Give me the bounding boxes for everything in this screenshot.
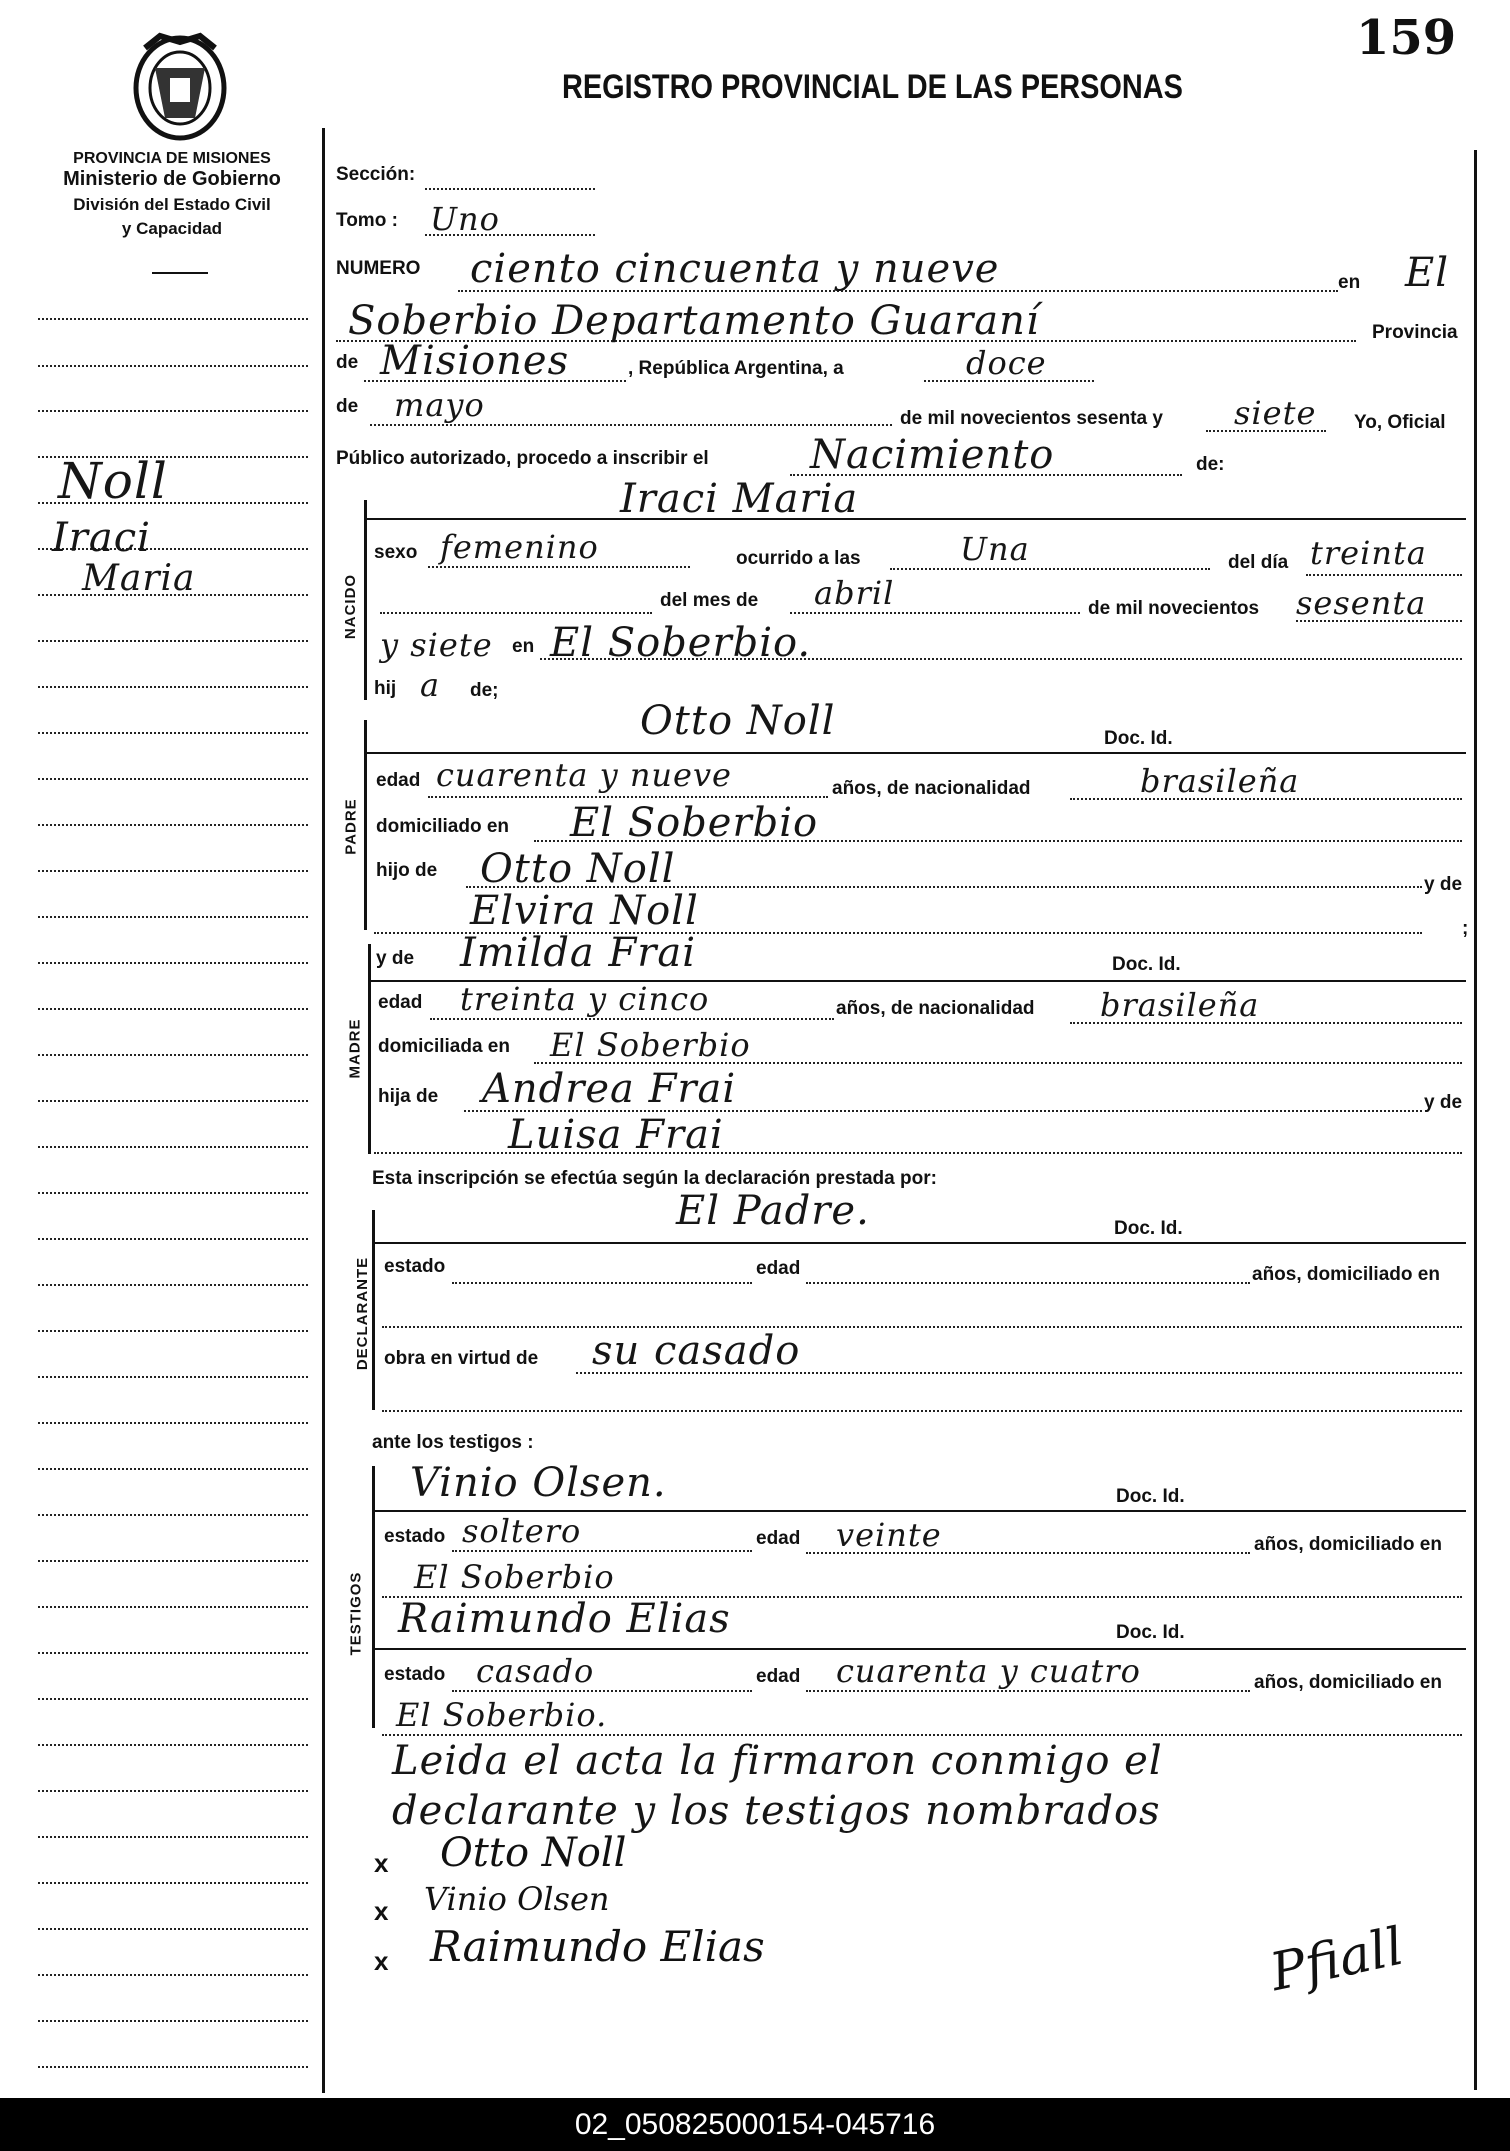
- section-label-nacido: NACIDO: [342, 573, 360, 640]
- label-numero: NUMERO: [336, 258, 421, 279]
- label-en: en: [1338, 272, 1361, 293]
- label-publico: Público autorizado, procedo a inscribir el: [336, 448, 709, 469]
- value-padre-nombre: Otto Noll: [640, 698, 836, 744]
- value-madre-nombre: Imilda Frai: [460, 930, 696, 976]
- label-edad-padre: edad: [376, 770, 421, 791]
- signature-vinio-olsen: Vinio Olsen: [424, 1880, 610, 1918]
- value-mes-registro: mayo: [394, 386, 485, 424]
- value-anio: sesenta: [1296, 584, 1427, 622]
- section-label-testigos: TESTIGOS: [347, 1571, 365, 1656]
- value-mes: abril: [814, 574, 895, 612]
- document-title: REGISTRO PROVINCIAL DE LAS PERSONAS: [562, 68, 1183, 106]
- margin-ruled-lines: [38, 0, 316, 2100]
- label-estado-declarante: estado: [384, 1256, 446, 1277]
- value-sexo: femenino: [440, 528, 599, 566]
- section-border-testigos: [372, 1466, 375, 1728]
- label-doc-id-padre: Doc. Id.: [1104, 728, 1173, 749]
- signature-mark-2: x: [374, 1896, 389, 1926]
- value-hora: Una: [960, 530, 1030, 568]
- label-del-mes: del mes de: [660, 590, 759, 611]
- value-testigo1-edad: veinte: [836, 1516, 942, 1554]
- label-edad-declarante: edad: [756, 1258, 801, 1279]
- value-tomo: Uno: [430, 200, 500, 238]
- label-ante: ante los testigos :: [372, 1432, 534, 1453]
- division-name: División del Estado Civil: [73, 195, 271, 214]
- value-padre-nacionalidad: brasileña: [1140, 762, 1300, 800]
- value-lugar: Soberbio Departamento Guaraní: [348, 298, 1040, 344]
- signature-oficial: Pfiall: [1265, 1916, 1409, 2004]
- value-padre-edad: cuarenta y nueve: [436, 756, 732, 794]
- value-padre-hijo-de: Otto Noll: [480, 846, 676, 892]
- label-de-semicolon: de;: [470, 680, 499, 701]
- value-madre-nacionalidad: brasileña: [1100, 986, 1260, 1024]
- value-testigo2-domicilio: El Soberbio.: [396, 1696, 608, 1734]
- ministry-name: Ministerio de Gobierno: [63, 168, 281, 190]
- section-label-padre: PADRE: [342, 798, 360, 855]
- label-de-colon: de:: [1196, 454, 1225, 475]
- label-declaracion: Esta inscripción se efectúa según la declaración prestada por:: [372, 1168, 937, 1189]
- label-provincia: Provincia: [1372, 322, 1458, 343]
- label-anos-domiciliado-declarante: años, domiciliado en: [1252, 1264, 1440, 1285]
- label-obra: obra en virtud de: [384, 1348, 539, 1369]
- closing-line-2: declarante y los testigos nombrados: [392, 1788, 1161, 1834]
- value-declarante: El Padre.: [676, 1188, 870, 1234]
- label-sexo: sexo: [374, 542, 418, 563]
- label-y-de-madre2: y de: [1424, 1092, 1463, 1113]
- label-semicolon: ;: [1462, 918, 1469, 939]
- value-hij-suffix: a: [420, 666, 441, 704]
- label-nacionalidad-madre: años, de nacionalidad: [836, 998, 1035, 1019]
- label-edad-testigo2: edad: [756, 1666, 801, 1687]
- closing-line-1: Leida el acta la firmaron conmigo el: [392, 1738, 1163, 1784]
- value-testigo1-estado: soltero: [462, 1512, 582, 1550]
- value-nombre: Iraci Maria: [620, 476, 859, 522]
- value-madre-hija-de: Andrea Frai: [482, 1066, 737, 1112]
- value-en: El: [1405, 250, 1449, 296]
- label-anos-domiciliado-testigo2: años, domiciliado en: [1254, 1672, 1442, 1693]
- label-doc-id-testigo2: Doc. Id.: [1116, 1622, 1185, 1643]
- label-estado-testigo1: estado: [384, 1526, 446, 1547]
- label-doc-id-declarante: Doc. Id.: [1114, 1218, 1183, 1239]
- section-label-madre: MADRE: [346, 1018, 364, 1079]
- value-inscribe: Nacimiento: [810, 432, 1055, 478]
- value-anio-registro: siete: [1234, 394, 1317, 432]
- label-edad-madre: edad: [378, 992, 423, 1013]
- label-de-provincia: de: [336, 352, 359, 373]
- main-left-border: [322, 128, 325, 2093]
- label-estado-testigo2: estado: [384, 1664, 446, 1685]
- label-edad-testigo1: edad: [756, 1528, 801, 1549]
- page-number: 159: [1356, 10, 1457, 66]
- section-label-declarante: DECLARANTE: [354, 1256, 372, 1371]
- signature-otto-noll: Otto Noll: [440, 1830, 627, 1876]
- label-republica: , República Argentina, a: [628, 358, 844, 379]
- label-de-mes: de: [336, 396, 359, 417]
- value-madre-edad: treinta y cinco: [460, 980, 710, 1018]
- section-border-declarante: [372, 1210, 375, 1410]
- value-dia: treinta: [1310, 534, 1427, 572]
- signature-mark-1: x: [374, 1848, 389, 1878]
- footer-code: 02_050825000154-045716: [574, 2108, 936, 2141]
- margin-note-name2: Maria: [82, 558, 196, 599]
- label-nacionalidad-padre: años, de nacionalidad: [832, 778, 1031, 799]
- value-padre-y-de: Elvira Noll: [470, 888, 699, 934]
- label-seccion: Sección:: [336, 164, 416, 185]
- value-lugar-nac: El Soberbio.: [550, 620, 812, 666]
- label-del-dia: del día: [1228, 552, 1289, 573]
- value-anio-cont: y siete: [380, 626, 493, 664]
- label-hijo-de-padre: hijo de: [376, 860, 438, 881]
- label-hij: hij: [374, 678, 397, 699]
- label-domiciliado-padre: domiciliado en: [376, 816, 510, 837]
- value-obra: su casado: [592, 1328, 801, 1374]
- label-domiciliada-madre: domiciliada en: [378, 1036, 510, 1057]
- section-border-nacido: [364, 500, 367, 700]
- value-testigo2-estado: casado: [476, 1652, 595, 1690]
- value-testigo2-edad: cuarenta y cuatro: [836, 1652, 1141, 1690]
- label-doc-id-madre: Doc. Id.: [1112, 954, 1181, 975]
- label-de-mil: de mil novecientos sesenta y: [900, 408, 1163, 429]
- signature-mark-3: x: [374, 1946, 389, 1976]
- main-right-border: [1474, 150, 1477, 2090]
- signature-raimundo-elias: Raimundo Elias: [430, 1922, 765, 1971]
- value-numero: ciento cincuenta y nueve: [470, 246, 1000, 292]
- value-dia-registro: doce: [966, 344, 1047, 382]
- value-testigo2: Raimundo Elias: [398, 1596, 731, 1642]
- label-hija-de-madre: hija de: [378, 1086, 439, 1107]
- label-ocurrido: ocurrido a las: [736, 548, 861, 569]
- label-y-de-padre: y de: [1424, 874, 1463, 895]
- division-name-cont: y Capacidad: [121, 219, 223, 238]
- section-border-madre: [368, 944, 371, 1154]
- province-name: PROVINCIA DE MISIONES: [73, 150, 271, 167]
- label-de-mil-nov: de mil novecientos: [1088, 598, 1260, 619]
- value-testigo1-domicilio: El Soberbio: [414, 1558, 615, 1596]
- label-en-nac: en: [512, 636, 535, 657]
- value-provincia: Misiones: [380, 338, 570, 384]
- label-doc-id-testigo1: Doc. Id.: [1116, 1486, 1185, 1507]
- margin-note-name1: Iraci: [52, 515, 151, 561]
- value-testigo1: Vinio Olsen.: [410, 1460, 667, 1506]
- label-anos-domiciliado-testigo1: años, domiciliado en: [1254, 1534, 1442, 1555]
- value-padre-domicilio: El Soberbio: [570, 800, 819, 846]
- label-tomo: Tomo :: [336, 210, 398, 231]
- margin-note-surname: Noll: [58, 452, 168, 510]
- label-y-de-madre: y de: [376, 948, 415, 969]
- value-madre-y-de: Luisa Frai: [508, 1112, 724, 1158]
- footer-code-bar: [0, 2098, 1510, 2151]
- label-yo-oficial: Yo, Oficial: [1354, 412, 1446, 433]
- value-madre-domicilio: El Soberbio: [550, 1026, 751, 1064]
